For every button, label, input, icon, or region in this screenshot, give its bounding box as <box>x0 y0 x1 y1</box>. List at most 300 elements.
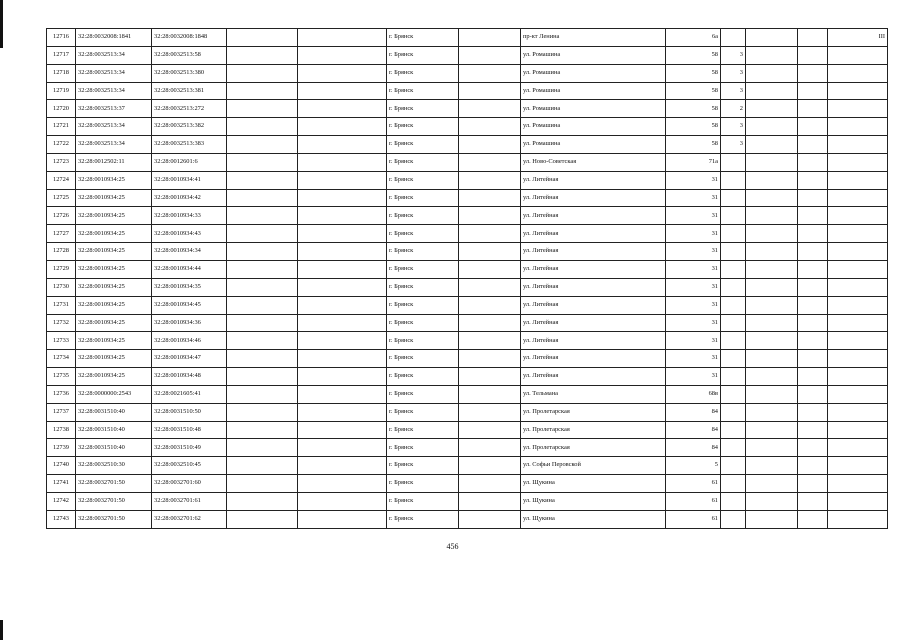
cell-empty <box>227 153 298 171</box>
cell-record-number: 12729 <box>47 260 76 278</box>
cell-parent-cadastral-number: 32:28:0010934:25 <box>76 314 152 332</box>
cell-parent-cadastral-number: 32:28:0032513:34 <box>76 118 152 136</box>
cell-empty <box>298 153 387 171</box>
cell-empty <box>459 385 521 403</box>
cell-extra <box>828 82 888 100</box>
cell-house-number: 5 <box>666 457 721 475</box>
cell-cadastral-number: 32:28:0010934:36 <box>152 314 227 332</box>
cell-city: г. Брянск <box>387 29 459 47</box>
cell-empty <box>459 457 521 475</box>
cell-cadastral-number: 32:28:0032513:383 <box>152 136 227 154</box>
cell-empty <box>298 350 387 368</box>
cell-empty <box>459 296 521 314</box>
cell-street: ул. Литейная <box>521 189 666 207</box>
cell-empty <box>227 260 298 278</box>
cell-empty <box>459 225 521 243</box>
cell-street: ул. Ромашина <box>521 136 666 154</box>
cell-house-number: 84 <box>666 403 721 421</box>
cell-record-number: 12718 <box>47 64 76 82</box>
cell-apartment <box>721 278 746 296</box>
cell-parent-cadastral-number: 32:28:0010934:25 <box>76 260 152 278</box>
cell-street: ул. Литейная <box>521 260 666 278</box>
cell-apartment: 3 <box>721 118 746 136</box>
cell-parent-cadastral-number: 32:28:0032701:50 <box>76 475 152 493</box>
cell-empty <box>746 260 798 278</box>
cell-empty <box>298 82 387 100</box>
cell-empty <box>459 29 521 47</box>
cell-street: ул. Ромашина <box>521 118 666 136</box>
cell-parent-cadastral-number: 32:28:0031510:40 <box>76 421 152 439</box>
cell-parent-cadastral-number: 32:28:0010934:25 <box>76 189 152 207</box>
cell-city: г. Брянск <box>387 385 459 403</box>
cell-empty <box>746 64 798 82</box>
cell-empty <box>298 403 387 421</box>
cell-empty <box>746 207 798 225</box>
cell-empty <box>459 153 521 171</box>
cell-empty <box>459 118 521 136</box>
cell-street: ул. Пролетарская <box>521 421 666 439</box>
cell-empty <box>227 510 298 528</box>
cell-empty <box>227 385 298 403</box>
cell-empty <box>746 314 798 332</box>
cell-record-number: 12742 <box>47 492 76 510</box>
cell-cadastral-number: 32:28:0032513:381 <box>152 82 227 100</box>
cell-empty <box>227 368 298 386</box>
cell-apartment <box>721 475 746 493</box>
cell-street: ул. Литейная <box>521 368 666 386</box>
cell-parent-cadastral-number: 32:28:0032701:50 <box>76 510 152 528</box>
cell-street: ул. Софьи Перовской <box>521 457 666 475</box>
table-row <box>47 421 888 439</box>
cell-record-number: 12728 <box>47 243 76 261</box>
cell-house-number: 58 <box>666 118 721 136</box>
cell-empty <box>746 243 798 261</box>
cell-cadastral-number: 32:28:0032008:1848 <box>152 29 227 47</box>
cell-apartment <box>721 207 746 225</box>
cell-record-number: 12737 <box>47 403 76 421</box>
cell-empty <box>798 64 828 82</box>
cell-empty <box>798 171 828 189</box>
cell-record-number: 12725 <box>47 189 76 207</box>
cell-empty <box>798 260 828 278</box>
cell-street: ул. Ромашина <box>521 82 666 100</box>
cell-empty <box>298 46 387 64</box>
cell-apartment <box>721 314 746 332</box>
cell-city: г. Брянск <box>387 153 459 171</box>
cell-cadastral-number: 32:28:0032510:45 <box>152 457 227 475</box>
cell-empty <box>459 189 521 207</box>
cell-empty <box>459 350 521 368</box>
cell-empty <box>459 439 521 457</box>
cell-empty <box>798 118 828 136</box>
cell-extra <box>828 207 888 225</box>
cell-cadastral-number: 32:28:0032513:380 <box>152 64 227 82</box>
cell-parent-cadastral-number: 32:28:0010934:25 <box>76 350 152 368</box>
cell-street: ул. Литейная <box>521 171 666 189</box>
cell-city: г. Брянск <box>387 492 459 510</box>
cell-record-number: 12734 <box>47 350 76 368</box>
cell-record-number: 12733 <box>47 332 76 350</box>
cell-extra <box>828 100 888 118</box>
cell-cadastral-number: 32:28:0021605:41 <box>152 385 227 403</box>
table-row <box>47 475 888 493</box>
cell-empty <box>798 421 828 439</box>
cell-empty <box>798 385 828 403</box>
table-row <box>47 510 888 528</box>
cell-empty <box>227 82 298 100</box>
cell-empty <box>746 136 798 154</box>
cell-street: ул. Ромашина <box>521 46 666 64</box>
cell-empty <box>298 189 387 207</box>
cell-record-number: 12735 <box>47 368 76 386</box>
table-row <box>47 368 888 386</box>
cell-cadastral-number: 32:28:0010934:41 <box>152 171 227 189</box>
cell-empty <box>459 314 521 332</box>
cell-cadastral-number: 32:28:0010934:33 <box>152 207 227 225</box>
cell-parent-cadastral-number: 32:28:0032513:34 <box>76 46 152 64</box>
cell-extra <box>828 475 888 493</box>
cell-empty <box>227 403 298 421</box>
cell-apartment <box>721 225 746 243</box>
cell-empty <box>798 189 828 207</box>
cell-extra <box>828 243 888 261</box>
cell-city: г. Брянск <box>387 457 459 475</box>
cell-empty <box>459 421 521 439</box>
cell-record-number: 12720 <box>47 100 76 118</box>
cell-empty <box>459 82 521 100</box>
cell-empty <box>746 368 798 386</box>
cell-empty <box>298 439 387 457</box>
cell-empty <box>298 510 387 528</box>
cell-empty <box>798 332 828 350</box>
cell-parent-cadastral-number: 32:28:0032513:34 <box>76 64 152 82</box>
table-row <box>47 118 888 136</box>
cell-cadastral-number: 32:28:0032701:60 <box>152 475 227 493</box>
cell-empty <box>298 260 387 278</box>
cell-house-number: 61 <box>666 510 721 528</box>
cell-empty <box>459 332 521 350</box>
scan-edge-mark <box>0 0 3 48</box>
cell-empty <box>298 118 387 136</box>
cell-empty <box>298 171 387 189</box>
cell-city: г. Брянск <box>387 350 459 368</box>
cell-empty <box>227 457 298 475</box>
cell-empty <box>298 385 387 403</box>
cell-city: г. Брянск <box>387 207 459 225</box>
cell-cadastral-number: 32:28:0032513:58 <box>152 46 227 64</box>
cell-empty <box>459 100 521 118</box>
cell-apartment <box>721 385 746 403</box>
cell-apartment <box>721 29 746 47</box>
cell-street: ул. Щукина <box>521 510 666 528</box>
table-row <box>47 278 888 296</box>
cell-apartment: 3 <box>721 136 746 154</box>
cell-record-number: 12719 <box>47 82 76 100</box>
cell-empty <box>798 403 828 421</box>
cell-street: пр-кт Ленина <box>521 29 666 47</box>
cell-extra <box>828 403 888 421</box>
cell-city: г. Брянск <box>387 100 459 118</box>
cell-extra <box>828 189 888 207</box>
cell-street: ул. Литейная <box>521 225 666 243</box>
cell-empty <box>227 46 298 64</box>
registry-table-body <box>47 29 888 529</box>
cell-apartment <box>721 350 746 368</box>
cell-empty <box>746 403 798 421</box>
cell-empty <box>746 332 798 350</box>
cell-apartment <box>721 171 746 189</box>
table-row <box>47 350 888 368</box>
cell-city: г. Брянск <box>387 225 459 243</box>
cell-city: г. Брянск <box>387 278 459 296</box>
cell-extra <box>828 136 888 154</box>
cell-house-number: 84 <box>666 439 721 457</box>
cell-cadastral-number: 32:28:0010934:34 <box>152 243 227 261</box>
cell-apartment: 3 <box>721 82 746 100</box>
cell-empty <box>798 278 828 296</box>
cell-empty <box>459 243 521 261</box>
cell-cadastral-number: 32:28:0010934:48 <box>152 368 227 386</box>
cell-empty <box>227 100 298 118</box>
cell-empty <box>227 314 298 332</box>
cell-extra <box>828 296 888 314</box>
cell-cadastral-number: 32:28:0031510:50 <box>152 403 227 421</box>
table-row <box>47 243 888 261</box>
cell-extra <box>828 421 888 439</box>
cell-apartment: 2 <box>721 100 746 118</box>
table-row <box>47 385 888 403</box>
cell-record-number: 12717 <box>47 46 76 64</box>
scan-edge-mark <box>0 620 3 640</box>
cell-empty <box>227 332 298 350</box>
table-row <box>47 171 888 189</box>
cell-apartment <box>721 153 746 171</box>
cell-house-number: 61 <box>666 492 721 510</box>
cell-empty <box>298 278 387 296</box>
cell-apartment <box>721 510 746 528</box>
table-row <box>47 207 888 225</box>
cell-empty <box>746 278 798 296</box>
cell-city: г. Брянск <box>387 332 459 350</box>
cell-cadastral-number: 32:28:0010934:35 <box>152 278 227 296</box>
cell-empty <box>227 243 298 261</box>
cell-street: ул. Литейная <box>521 278 666 296</box>
cell-apartment <box>721 332 746 350</box>
cell-empty <box>298 314 387 332</box>
cell-extra <box>828 368 888 386</box>
cell-empty <box>798 457 828 475</box>
cell-empty <box>459 278 521 296</box>
cell-city: г. Брянск <box>387 64 459 82</box>
cell-extra <box>828 350 888 368</box>
cell-apartment <box>721 260 746 278</box>
cell-empty <box>798 475 828 493</box>
cell-extra <box>828 510 888 528</box>
cell-parent-cadastral-number: 32:28:0000000:2543 <box>76 385 152 403</box>
cell-empty <box>746 457 798 475</box>
cell-empty <box>798 82 828 100</box>
cell-record-number: 12732 <box>47 314 76 332</box>
cell-extra <box>828 46 888 64</box>
cell-empty <box>798 29 828 47</box>
cell-empty <box>298 64 387 82</box>
cell-empty <box>459 64 521 82</box>
cell-city: г. Брянск <box>387 475 459 493</box>
cell-empty <box>227 118 298 136</box>
cell-extra <box>828 332 888 350</box>
table-row <box>47 153 888 171</box>
table-row <box>47 403 888 421</box>
cell-street: ул. Ромашина <box>521 100 666 118</box>
cell-parent-cadastral-number: 32:28:0010934:25 <box>76 296 152 314</box>
cell-street: ул. Ново-Советская <box>521 153 666 171</box>
cell-house-number: 6а <box>666 29 721 47</box>
cell-empty <box>746 510 798 528</box>
cell-empty <box>746 439 798 457</box>
cell-empty <box>298 136 387 154</box>
cell-cadastral-number: 32:28:0032701:62 <box>152 510 227 528</box>
cell-empty <box>298 207 387 225</box>
cell-empty <box>746 82 798 100</box>
cell-house-number: 58 <box>666 64 721 82</box>
cell-cadastral-number: 32:28:0032701:61 <box>152 492 227 510</box>
cell-empty <box>298 457 387 475</box>
cell-empty <box>746 350 798 368</box>
table-row <box>47 260 888 278</box>
cell-apartment: 3 <box>721 46 746 64</box>
cell-parent-cadastral-number: 32:28:0032513:34 <box>76 82 152 100</box>
cell-empty <box>746 296 798 314</box>
cell-empty <box>746 46 798 64</box>
cell-record-number: 12727 <box>47 225 76 243</box>
table-row <box>47 296 888 314</box>
cell-record-number: 12730 <box>47 278 76 296</box>
cell-empty <box>227 475 298 493</box>
cell-house-number: 31 <box>666 368 721 386</box>
cell-street: ул. Ромашина <box>521 64 666 82</box>
cell-empty <box>798 492 828 510</box>
cell-empty <box>459 510 521 528</box>
cell-empty <box>746 225 798 243</box>
cell-parent-cadastral-number: 32:28:0010934:25 <box>76 207 152 225</box>
cell-empty <box>298 421 387 439</box>
cell-parent-cadastral-number: 32:28:0032513:34 <box>76 136 152 154</box>
cell-empty <box>798 314 828 332</box>
table-row <box>47 314 888 332</box>
table-row <box>47 100 888 118</box>
cell-house-number: 71а <box>666 153 721 171</box>
cell-record-number: 12726 <box>47 207 76 225</box>
cell-apartment <box>721 296 746 314</box>
table-row <box>47 225 888 243</box>
cell-street: ул. Литейная <box>521 350 666 368</box>
cell-cadastral-number: 32:28:0010934:44 <box>152 260 227 278</box>
cell-empty <box>746 189 798 207</box>
cell-house-number: 31 <box>666 350 721 368</box>
cell-empty <box>227 421 298 439</box>
cell-city: г. Брянск <box>387 314 459 332</box>
cell-city: г. Брянск <box>387 243 459 261</box>
cell-street: ул. Литейная <box>521 207 666 225</box>
cell-extra <box>828 492 888 510</box>
cell-city: г. Брянск <box>387 136 459 154</box>
cell-record-number: 12722 <box>47 136 76 154</box>
cell-record-number: 12739 <box>47 439 76 457</box>
cell-cadastral-number: 32:28:0010934:42 <box>152 189 227 207</box>
cell-house-number: 31 <box>666 207 721 225</box>
cell-house-number: 31 <box>666 243 721 261</box>
registry-table <box>46 28 888 529</box>
cell-empty <box>298 296 387 314</box>
cell-empty <box>298 475 387 493</box>
cell-empty <box>798 368 828 386</box>
cell-city: г. Брянск <box>387 260 459 278</box>
cell-parent-cadastral-number: 32:28:0032513:37 <box>76 100 152 118</box>
cell-empty <box>798 46 828 64</box>
cell-record-number: 12731 <box>47 296 76 314</box>
cell-city: г. Брянск <box>387 171 459 189</box>
cell-record-number: 12738 <box>47 421 76 439</box>
cell-empty <box>746 29 798 47</box>
cell-empty <box>798 225 828 243</box>
cell-parent-cadastral-number: 32:28:0032008:1841 <box>76 29 152 47</box>
cell-empty <box>798 350 828 368</box>
cell-apartment <box>721 492 746 510</box>
cell-extra <box>828 385 888 403</box>
cell-apartment <box>721 368 746 386</box>
cell-apartment: 3 <box>721 64 746 82</box>
cell-record-number: 12721 <box>47 118 76 136</box>
cell-cadastral-number: 32:28:0010934:47 <box>152 350 227 368</box>
table-row <box>47 189 888 207</box>
cell-house-number: 31 <box>666 296 721 314</box>
cell-empty <box>298 243 387 261</box>
cell-empty <box>298 368 387 386</box>
cell-empty <box>298 100 387 118</box>
cell-empty <box>227 439 298 457</box>
table-row <box>47 439 888 457</box>
cell-empty <box>227 278 298 296</box>
cell-parent-cadastral-number: 32:28:0010934:25 <box>76 368 152 386</box>
cell-empty <box>746 421 798 439</box>
cell-apartment <box>721 243 746 261</box>
cell-record-number: 12740 <box>47 457 76 475</box>
cell-extra <box>828 439 888 457</box>
cell-empty <box>459 46 521 64</box>
cell-house-number: 61 <box>666 475 721 493</box>
cell-extra <box>828 153 888 171</box>
cell-empty <box>798 153 828 171</box>
cell-parent-cadastral-number: 32:28:0012502:11 <box>76 153 152 171</box>
cell-empty <box>746 171 798 189</box>
cell-record-number: 12724 <box>47 171 76 189</box>
cell-parent-cadastral-number: 32:28:0010934:25 <box>76 243 152 261</box>
cell-empty <box>459 368 521 386</box>
cell-empty <box>227 136 298 154</box>
cell-parent-cadastral-number: 32:28:0010934:25 <box>76 171 152 189</box>
cell-empty <box>459 403 521 421</box>
cell-city: г. Брянск <box>387 189 459 207</box>
cell-parent-cadastral-number: 32:28:0010934:25 <box>76 332 152 350</box>
cell-empty <box>227 29 298 47</box>
cell-extra: III <box>828 29 888 47</box>
cell-record-number: 12723 <box>47 153 76 171</box>
cell-empty <box>227 296 298 314</box>
cell-street: ул. Пролетарская <box>521 439 666 457</box>
cell-city: г. Брянск <box>387 46 459 64</box>
cell-empty <box>227 207 298 225</box>
cell-extra <box>828 314 888 332</box>
